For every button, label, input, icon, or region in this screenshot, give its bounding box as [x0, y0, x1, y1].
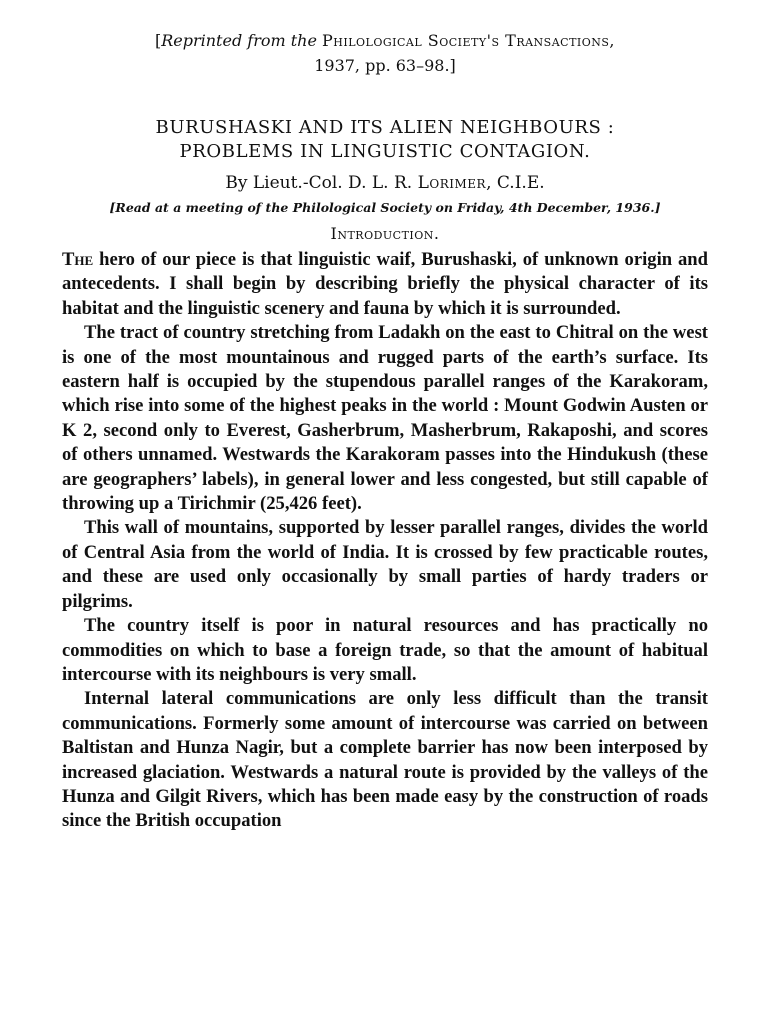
reprint-journal: Philological Society's Transactions, [322, 31, 616, 50]
reprint-italic: Reprinted from the [161, 31, 317, 50]
reprint-line-1 [62, 28, 708, 53]
paragraph: The tract of country stretching from Ladakh on the east to Chitral on the west is one of the most mountainous and rugged parts of the earth’s surface. Its eastern half is occupied by the stupendous parallel ranges of the Karakoram, which rise into some of the highest peaks in the world : Mount Godwin Austen or K 2, second only to Everest, Gasherbrum, Masherbrum, Rakaposhi, and scores of others unnamed. Westwards the Karakoram passes into the Hindukush (these are geographers’ labels), in general lower and less congested, but still capable of throwing up a Tirichmir (25,426 feet). [62, 322, 708, 515]
paragraph: The country itself is poor in natural resources and has practically no commodities on which to base a foreign trade, so that the amount of habitual intercourse with its neighbours is very small. [62, 615, 708, 685]
read-at-note: [Read at a meeting of the Philological Society on Friday, 4th December, 1936.] [109, 200, 661, 215]
section-heading: Introduction. [330, 224, 440, 243]
paragraph [62, 248, 708, 321]
reprint-notice [62, 28, 708, 78]
reprint-bracket: [ [154, 31, 162, 50]
title-line-2: PROBLEMS IN LINGUISTIC CONTAGION. [179, 141, 591, 162]
author-prefix: By Lieut.-Col. D. L. R. [225, 173, 413, 193]
title-line-1: BURUSHASKI AND ITS ALIEN NEIGHBOURS : [155, 117, 615, 138]
reprint-line-2: 1937, pp. 63–98.] [314, 56, 456, 75]
author-surname: Lorimer [417, 173, 487, 193]
paragraph: This wall of mountains, supported by lesser parallel ranges, divides the world of Central Asia from the world of India. It is crossed by few practicable routes, and these are used only occasionally by small parties of hardy traders or pilgrims. [62, 517, 708, 612]
paragraph-text: hero of our piece is that linguistic waif, Burushaski, of unknown origin and antecedents. I shall begin by describing briefly the physical character of its habitat and the linguistic scenery and fauna by which it is surrounded. [62, 249, 708, 319]
author-suffix: , C.I.E. [486, 173, 545, 193]
article-body [62, 248, 708, 834]
paragraph-lead: The [62, 249, 94, 270]
author-line [62, 173, 708, 193]
article-title [62, 116, 708, 164]
paragraph: Internal lateral communications are only less difficult than the transit communications. Formerly some amount of intercourse was carried on between Baltistan and Hunza Nagir, but a complete barrier has now been interposed by increased glaciation. Westwards a natural route is provided by the valleys of the Hunza and Gilgit Rivers, which has been made easy by the construction of roads since the British occupation [62, 688, 708, 832]
